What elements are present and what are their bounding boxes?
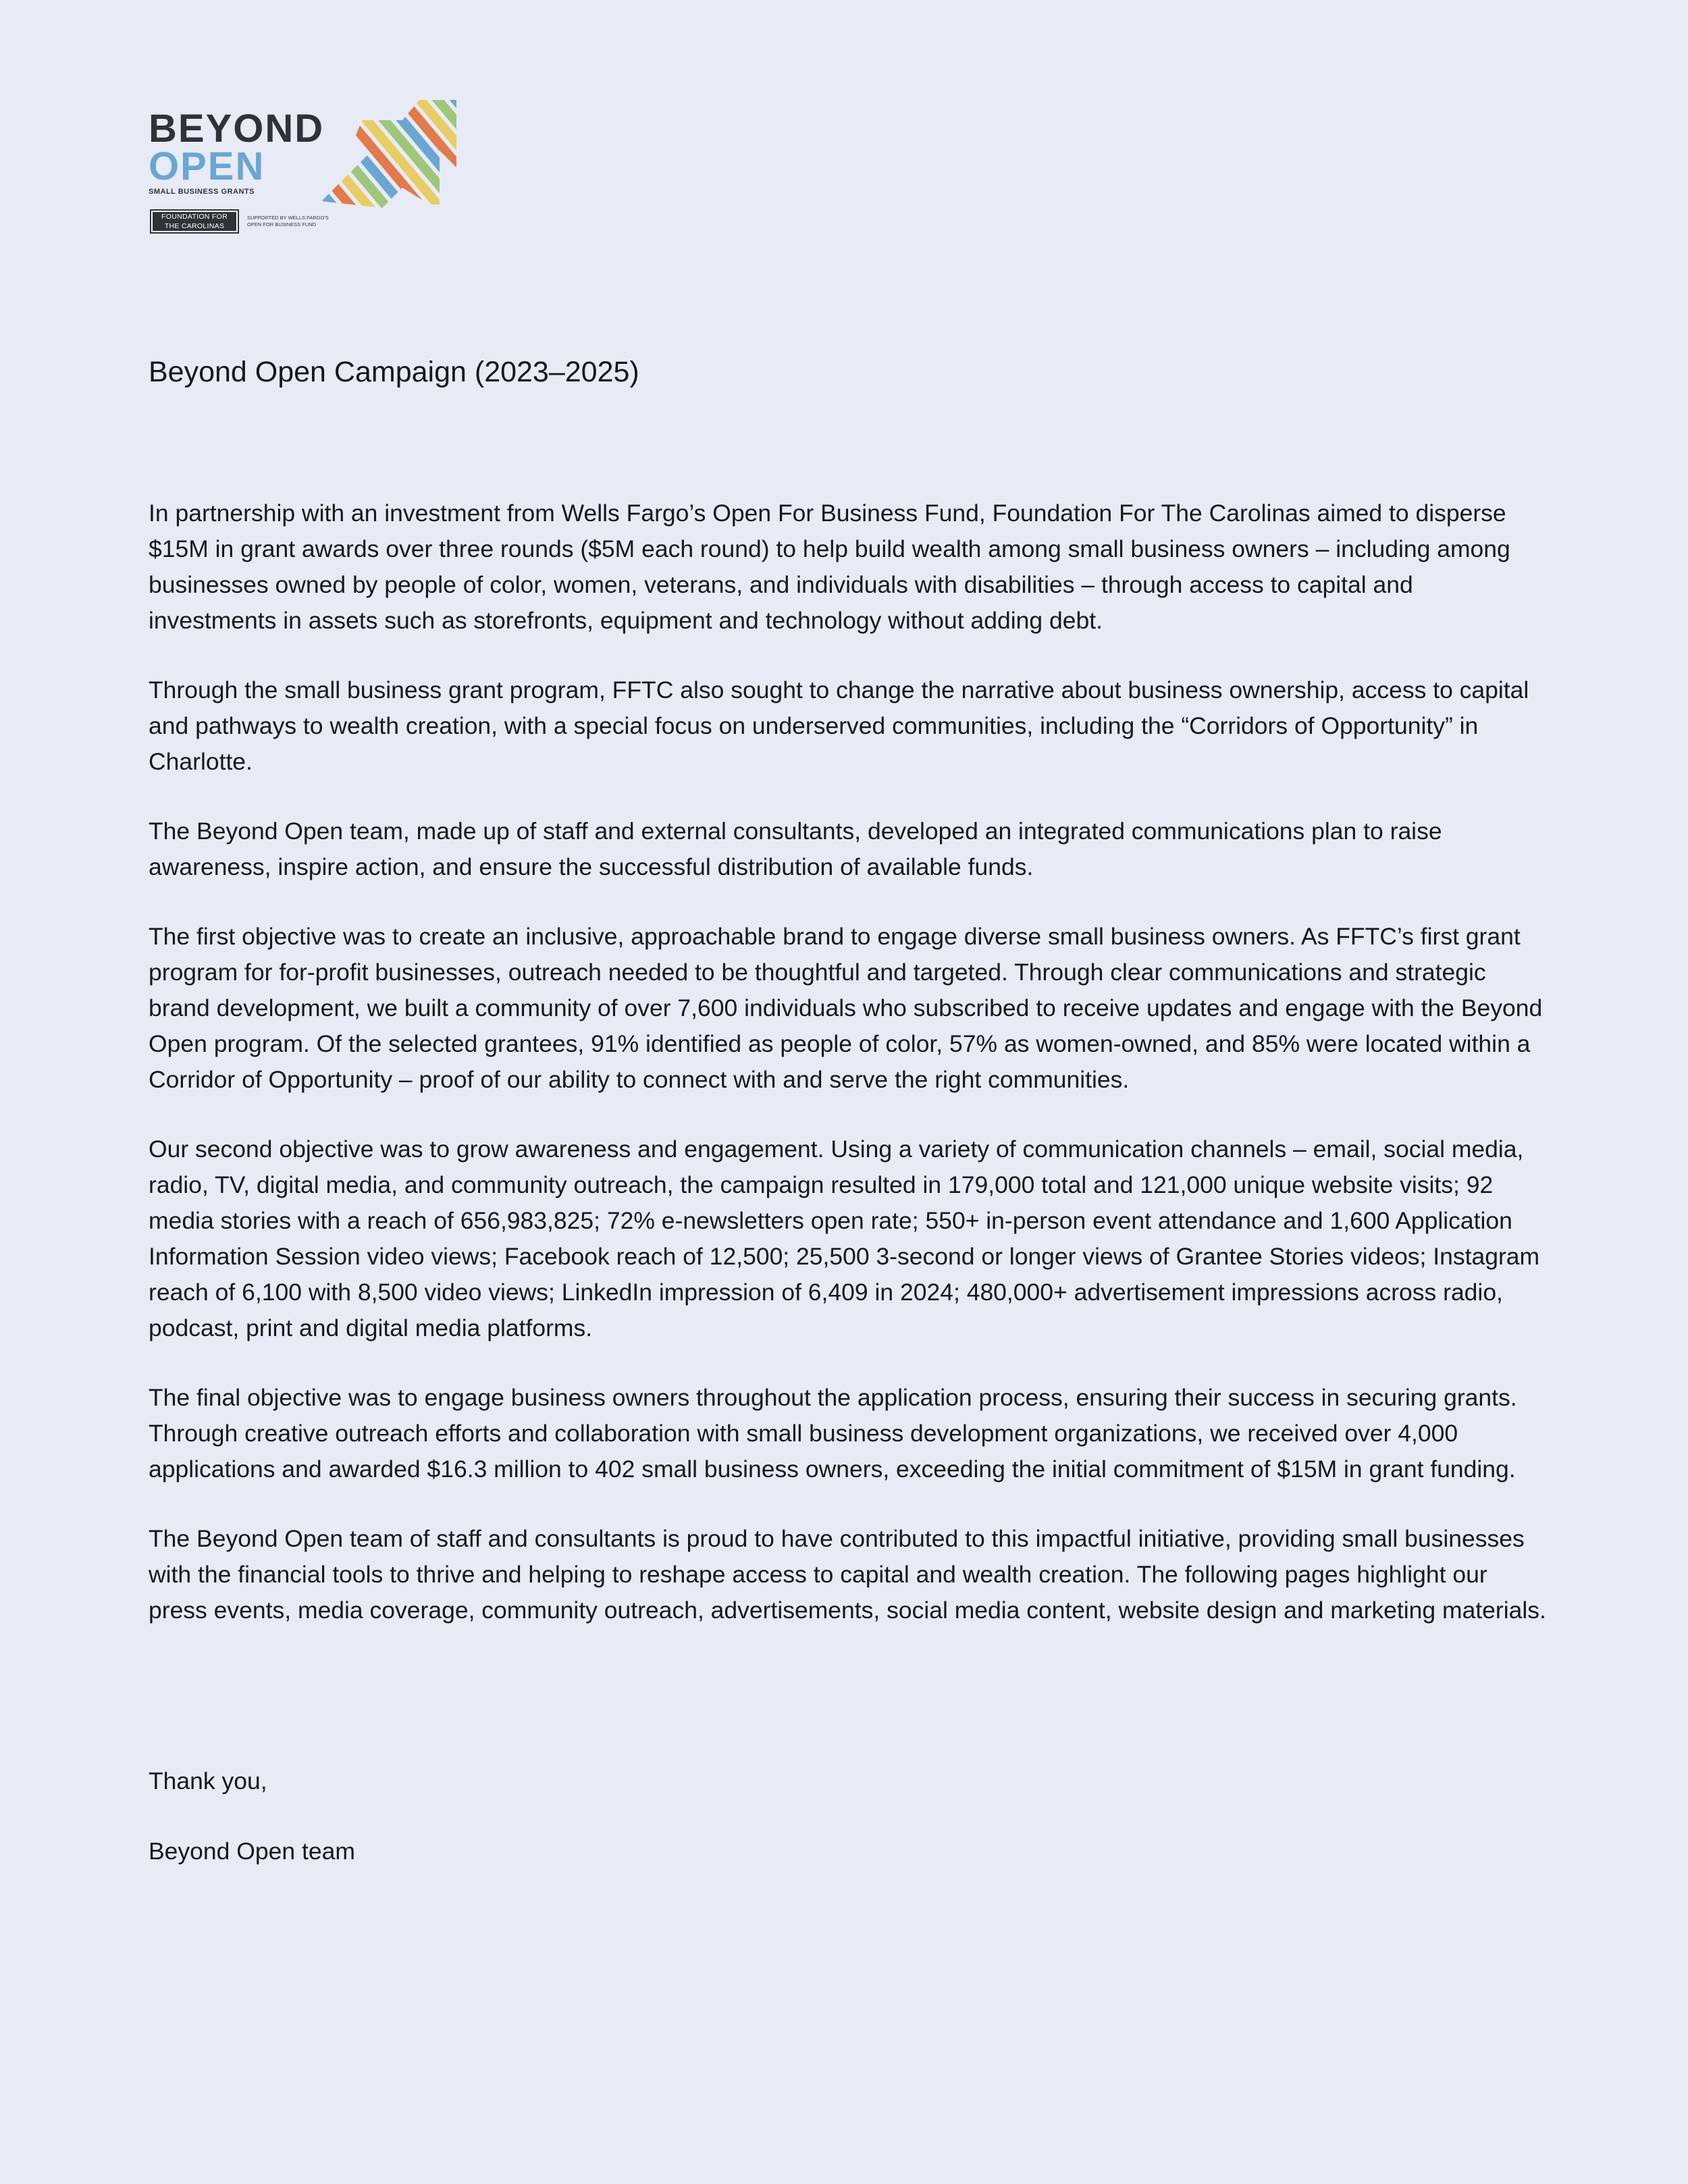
foundation-line-2: THE CAROLINAS bbox=[164, 222, 225, 230]
logo-open-text: OPEN bbox=[149, 144, 265, 188]
paragraph-narrative: Through the small business grant program, FFTC also sought to change the narrative about business ownership, access to capital and pathways to wealth creation, with a special focus on underserved communities, including the “Corridors of Opportunity” in Charlotte. bbox=[149, 676, 1529, 775]
arrow-stripes bbox=[321, 100, 456, 208]
paragraph-conclusion: The Beyond Open team of staff and consultants is proud to have contributed to this impactful initiative, providing small businesses with the financial tools to thrive and helping to reshape access to capital and wealth creation. The following pages highlight our press events, media coverage, community outreach, advertisements, social media content, website design and marketing materials. bbox=[149, 1525, 1546, 1624]
paragraph-final-objective: The final objective was to engage business owners throughout the application process, ensuring their success in securing grants. Through creative outreach efforts and collaboration with small business development organizations, we received over 4,000 applications and awarded $16.3 million to 402 small business owners, exceeding the initial commitment of $15M in grant funding. bbox=[149, 1384, 1517, 1483]
paragraph-first-objective: The first objective was to create an inclusive, approachable brand to engage diverse small business owners. As FFTC’s first grant program for for-profit businesses, outreach needed to be thoughtful and targeted. Through clear communications and strategic brand development, we built a community of over 7,600 individuals who subscribed to receive updates and engage with the Beyond Open program. Of the selected grantees, 91% identified as people of color, 57% as women-owned, and 85% were located within a Corridor of Opportunity – proof of our ability to connect with and serve the right communities. bbox=[149, 923, 1543, 1093]
logo-subtitle: SMALL BUSINESS GRANTS bbox=[149, 188, 255, 196]
closing-line: Thank you, bbox=[149, 1767, 267, 1794]
logo-beyond-text: BEYOND bbox=[149, 107, 325, 151]
paragraph-second-objective: Our second objective was to grow awareness and engagement. Using a variety of communication channels – email, social media, radio, TV, digital media, and community outreach, the campaign resulted in 179,000 total and 121,000 unique website visits; 92 media stories with a reach of 656,983,825; 72% e-newsletters open rate; 550+ in-person event attendance and 1,600 Application Information Session video views; Facebook reach of 12,500; 25,500 3-second or longer views of Grantee Stories videos; Instagram reach of 6,100 with 8,500 video views; LinkedIn impression of 6,409 in 2024; 480,000+ advertisement impressions across radio, podcast, print and digital media platforms. bbox=[149, 1136, 1540, 1341]
foundation-for-the-carolinas-logo bbox=[150, 209, 239, 234]
striped-arrow-icon bbox=[321, 100, 456, 208]
supported-by-text: SUPPORTED BY WELLS FARGO'S OPEN FOR BUSINESS FUND bbox=[247, 215, 329, 228]
signature: Beyond Open team bbox=[149, 1838, 355, 1865]
letter-body bbox=[149, 496, 1546, 1662]
page-title: Beyond Open Campaign (2023–2025) bbox=[149, 356, 639, 388]
beyond-open-logo bbox=[149, 100, 459, 242]
foundation-line-1: FOUNDATION FOR bbox=[161, 213, 228, 221]
paragraph-partnership: In partnership with an investment from Wells Fargo’s Open For Business Fund, Foundation For The Carolinas aimed to disperse $15M in grant awards over three rounds ($5M each round) to help build wealth among small business owners – including among businesses owned by people of color, women, veterans, and individuals with disabilities – through access to capital and investments in assets such as storefronts, equipment and technology without adding debt. bbox=[149, 500, 1510, 634]
paragraph-team-plan: The Beyond Open team, made up of staff and external consultants, developed an integrated communications plan to raise awareness, inspire action, and ensure the successful distribution of available funds. bbox=[149, 818, 1442, 880]
